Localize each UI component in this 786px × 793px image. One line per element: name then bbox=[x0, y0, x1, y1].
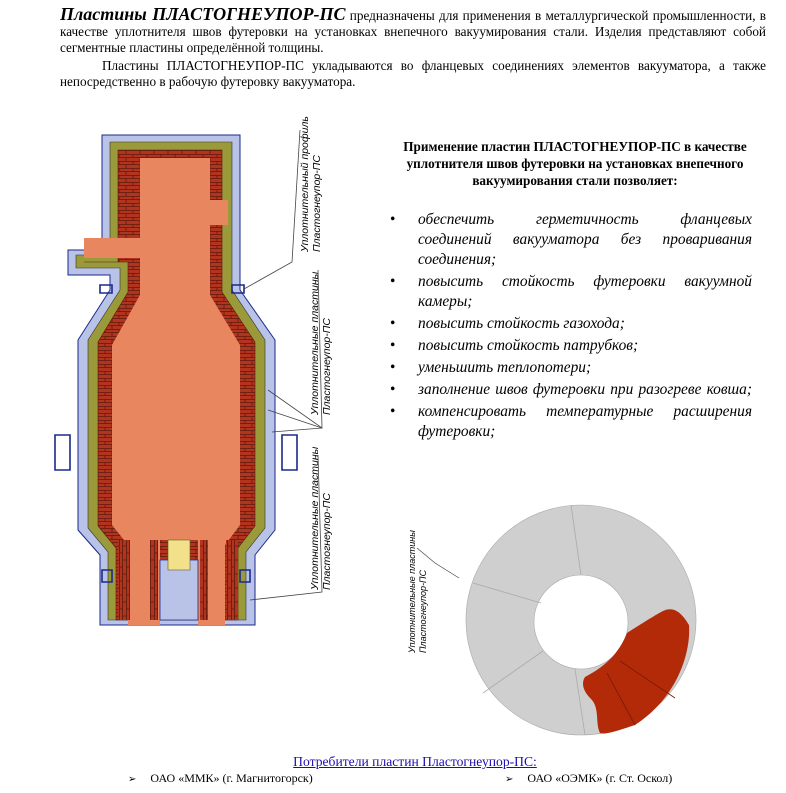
list-item: • повысить стойкость патрубков; bbox=[390, 337, 639, 354]
intro-paragraph-2: Пластины ПЛАСТОГНЕУПОР-ПС укладываются во фланцевых соединениях элементов вакууматора, а также непосредственно в рабочую футеровку вакууматора. bbox=[60, 58, 766, 89]
applications-list bbox=[388, 210, 752, 444]
snorkel-insert bbox=[168, 540, 190, 570]
upper-gas-duct bbox=[84, 238, 144, 258]
product-brand: Пластины ПЛАСТОГНЕУПОР-ПС bbox=[60, 4, 346, 24]
list-item: • повысить стойкость газохода; bbox=[390, 315, 625, 332]
diagram-label-profile: Уплотнительный профильПластогнеупор-ПС bbox=[299, 116, 323, 252]
ring-label: Уплотнительные пластиныПластогнеупор-ПС bbox=[407, 530, 428, 653]
arrow-bullet-icon: ➢ bbox=[505, 774, 514, 785]
diagram-label-plates-lower: Уплотнительные пластиныПластогнеупор-ПС bbox=[309, 446, 333, 590]
arrow-bullet-icon: ➢ bbox=[128, 774, 137, 785]
consumers-title[interactable]: Потребители пластин Пластогнеупор-ПС: bbox=[293, 754, 537, 769]
snorkel-brick-left bbox=[118, 540, 130, 620]
intro-paragraph-1: предназначены для применения в металлургической промышленности, в качестве уплотнителя швов футеровки на установках внепечного вакуумирования стали. Изделия представляют собой сегментные пластины определённой толщины. bbox=[60, 8, 766, 55]
intro-text bbox=[60, 6, 766, 90]
segment-ring-diagram bbox=[395, 493, 705, 753]
consumer-item: ➢ ОАО «ММК» (г. Магнитогорск) bbox=[128, 771, 313, 785]
consumer-item: ➢ ОАО «ОЭМК» (г. Ст. Оскол) bbox=[505, 771, 673, 785]
snorkel-brick-right bbox=[226, 540, 238, 620]
list-item: • компенсировать температурные расширения футеровки; bbox=[390, 403, 752, 440]
list-item: • уменьшить теплопотери; bbox=[390, 359, 592, 376]
list-item: • повысить стойкость футеровки вакуумной камеры; bbox=[390, 273, 752, 310]
diagram-label-plates-upper: Уплотнительные пластиныПластогнеупор-ПС bbox=[309, 271, 333, 415]
list-item: • обеспечить герметичность фланцевых соединений вакууматора без проваривания соединения; bbox=[390, 211, 752, 268]
list-item: • заполнение швов футеровки при разогреве ковша; bbox=[390, 381, 752, 398]
vacuum-degasser-diagram bbox=[0, 110, 390, 630]
applications-title: Применение пластин ПЛАСТОГНЕУПОР-ПС в качестве уплотнителя швов футеровки на установках внепечного вакуумирования стали позволяет: bbox=[403, 139, 747, 188]
